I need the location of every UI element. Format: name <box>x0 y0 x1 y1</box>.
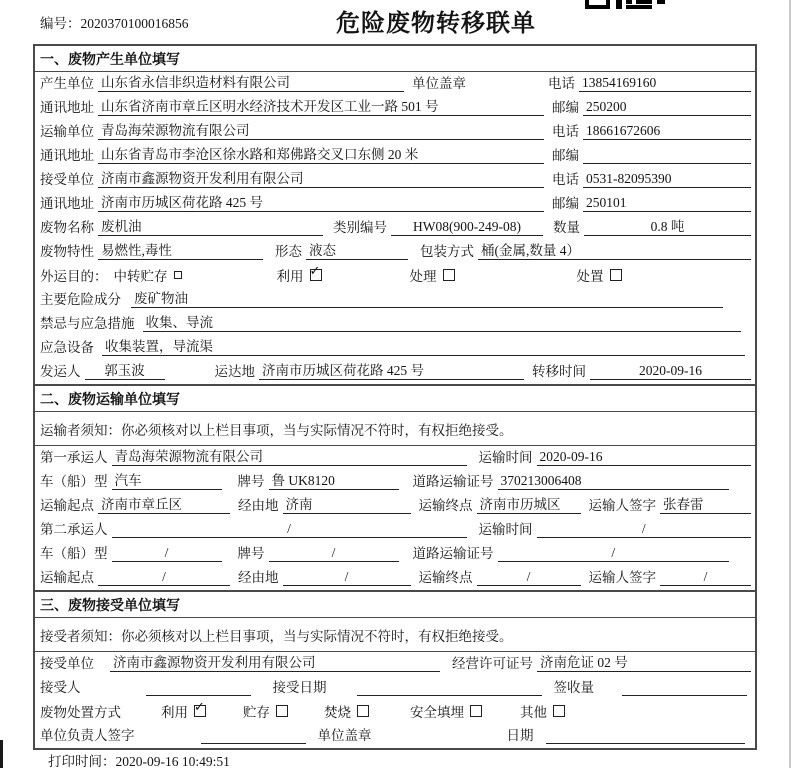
endpoint-value: 济南市历城区 <box>477 493 581 514</box>
print-time <box>48 750 230 770</box>
purpose-option-treat <box>410 265 455 285</box>
seal-date-label: 日期 <box>506 728 534 743</box>
producer-label: 产生单位 <box>40 76 94 91</box>
section-receiver <box>35 590 755 748</box>
checkbox-icon <box>553 705 565 717</box>
endpoint-value: / <box>477 569 581 586</box>
receive-unit-value: 济南市鑫源物资开发利用有限公司 <box>110 651 440 672</box>
endpoint-label: 运输终点 <box>418 570 473 585</box>
vehicle-type-label: 车（船）型 <box>40 546 108 561</box>
origin-value: / <box>98 569 230 586</box>
phone-label: 电话 <box>552 172 579 187</box>
plate-value: / <box>269 545 399 562</box>
purpose-label: 外运目的： <box>40 269 108 284</box>
checkbox-icon <box>610 269 622 281</box>
responsible-sign-value <box>201 728 306 744</box>
vehicle-type-label: 车（船）型 <box>40 474 108 489</box>
checkbox-icon <box>443 269 455 281</box>
doc-number <box>40 12 189 32</box>
origin-value: 济南市章丘区 <box>98 493 230 514</box>
disposal-option-utilize <box>161 701 206 721</box>
zip-value: 250101 <box>583 195 751 212</box>
form-row <box>35 494 755 518</box>
disposal-method-label: 废物处置方式 <box>40 705 121 720</box>
equipment-value: 收集装置，导流渠 <box>102 335 745 356</box>
section-producer-title: 一、废物产生单位填写 <box>35 46 755 72</box>
scan-artifact-mark <box>0 740 3 768</box>
receive-person-value <box>146 680 251 696</box>
destination-value: 济南市历城区荷花路 425 号 <box>259 359 524 380</box>
shipper-label: 发运人 <box>40 364 81 379</box>
form-row <box>35 518 755 542</box>
plate-value: 鲁 UK8120 <box>269 469 399 490</box>
section-transporter-title: 二、废物运输单位填写 <box>35 386 755 412</box>
zip-label: 邮编 <box>552 148 579 163</box>
section-producer <box>35 46 755 384</box>
form-row <box>35 216 755 240</box>
packing-label: 包装方式 <box>420 244 474 259</box>
transporter-label: 运输单位 <box>40 124 94 139</box>
disposal-option-store <box>243 701 288 721</box>
received-amount-value <box>622 680 747 696</box>
form-row <box>35 72 755 96</box>
seal-date-value <box>546 728 746 744</box>
transporter-notice: 运输者须知：你必须核对以上栏目事项，当与实际情况不符时，有权拒绝接受。 <box>35 412 755 446</box>
zip-label: 邮编 <box>552 100 579 115</box>
phone-value: 18661672606 <box>583 123 751 140</box>
traits-value: 易燃性,毒性 <box>98 239 263 260</box>
plate-label: 牌号 <box>237 546 265 561</box>
doc-number-value: 2020370100016856 <box>80 16 189 31</box>
carrier2-label: 第二承运人 <box>40 522 108 537</box>
packing-value: 桶(金属,数量 4） <box>478 239 751 260</box>
transport-time-label: 运输时间 <box>478 522 533 537</box>
receive-date-value <box>357 680 542 696</box>
road-permit-value: / <box>498 545 730 562</box>
hazard-value: 废矿物油 <box>131 287 723 308</box>
form-row <box>35 96 755 120</box>
checkbox-checked-icon: ✓ <box>309 264 321 279</box>
form-row <box>35 168 755 192</box>
checkbox-icon <box>357 705 369 717</box>
via-label: 经由地 <box>238 498 279 513</box>
option-label: 中转贮存 <box>113 269 168 284</box>
waste-name-value: 废机油 <box>98 215 323 236</box>
checkbox-icon <box>276 705 288 717</box>
carrier-sign-value: 张春雷 <box>660 493 751 514</box>
form-state-value: 液态 <box>306 239 408 260</box>
form-row <box>35 700 755 724</box>
form-row <box>35 312 755 336</box>
option-label: 利用 <box>161 705 188 720</box>
road-permit-value: 370213006408 <box>498 473 730 490</box>
unit-seal-label: 单位盖章 <box>317 728 372 743</box>
license-value: 济南危证 02 号 <box>537 651 751 672</box>
print-time-label: 打印时间： <box>48 754 116 769</box>
disposal-option-other <box>520 701 565 721</box>
phone-value: 0531-82095390 <box>583 171 751 188</box>
origin-label: 运输起点 <box>40 570 94 585</box>
license-label: 经营许可证号 <box>452 656 533 671</box>
endpoint-label: 运输终点 <box>418 498 473 513</box>
form-row <box>35 652 755 676</box>
option-label: 处理 <box>409 269 437 284</box>
print-time-value: 2020-09-16 10:49:51 <box>115 754 230 769</box>
equipment-label: 应急设备 <box>40 340 94 355</box>
section-receiver-title: 三、废物接受单位填写 <box>35 592 755 618</box>
taboo-value: 收集、导流 <box>143 311 742 332</box>
vehicle-type-value: 汽车 <box>112 469 222 490</box>
carrier-sign-label: 运输人签字 <box>588 498 656 513</box>
purpose-option-utilize <box>277 265 322 285</box>
via-label: 经由地 <box>238 570 279 585</box>
zip-value <box>583 148 751 164</box>
purpose-option-dispose <box>577 265 622 285</box>
checkbox-icon <box>470 705 482 717</box>
quantity-value: 0.8 吨 <box>584 215 751 236</box>
zip-value: 250200 <box>583 99 751 116</box>
doc-number-label: 编号： <box>40 16 81 31</box>
via-value: 济南 <box>283 493 411 514</box>
form-row <box>35 192 755 216</box>
carrier1-label: 第一承运人 <box>40 450 108 465</box>
address-label: 通讯地址 <box>40 100 94 115</box>
seal-label: 单位盖章 <box>412 76 466 91</box>
category-label: 类别编号 <box>333 220 387 235</box>
form-row <box>35 240 755 264</box>
transfer-time-value: 2020-09-16 <box>590 363 751 380</box>
transport-time-label: 运输时间 <box>478 450 533 465</box>
form-row <box>35 566 755 590</box>
phone-label: 电话 <box>548 76 575 91</box>
form-row <box>35 676 755 700</box>
option-label: 焚烧 <box>324 705 351 720</box>
address-label: 通讯地址 <box>40 148 94 163</box>
shipper-value: 郭玉波 <box>85 359 165 380</box>
checkbox-icon <box>174 271 182 279</box>
receive-unit-label: 接受单位 <box>40 656 94 671</box>
received-amount-label: 签收量 <box>553 680 594 695</box>
section-transporter <box>35 384 755 590</box>
carrier-sign-label: 运输人签字 <box>588 570 656 585</box>
transport-time-value: / <box>537 521 752 538</box>
form-row <box>35 542 755 566</box>
transfer-time-label: 转移时间 <box>532 364 586 379</box>
manifest-form <box>33 44 757 750</box>
form-row <box>35 336 755 360</box>
form-row <box>35 446 755 470</box>
receiver-value: 济南市鑫源物资开发利用有限公司 <box>98 167 544 188</box>
receiver-notice: 接受者须知：你必须核对以上栏目事项，当与实际情况不符时，有权拒绝接受。 <box>35 618 755 652</box>
receive-date-label: 接受日期 <box>272 680 327 695</box>
category-value: HW08(900-249-08) <box>391 219 543 236</box>
destination-label: 运达地 <box>214 364 255 379</box>
address-value: 山东省济南市章丘区明水经济技术开发区工业一路 501 号 <box>98 95 544 116</box>
page-title: 危险废物转移联单 <box>336 10 536 37</box>
option-label: 其他 <box>520 705 547 720</box>
via-value: / <box>283 569 411 586</box>
zip-label: 邮编 <box>552 196 579 211</box>
address-value: 山东省青岛市李沧区徐水路和郑佛路交叉口东侧 20 米 <box>98 143 544 164</box>
form-row <box>35 144 755 168</box>
road-permit-label: 道路运输证号 <box>412 474 494 489</box>
disposal-option-incinerate <box>324 701 369 721</box>
purpose-option-transfer-storage <box>114 265 182 285</box>
responsible-sign-label: 单位负责人签字 <box>40 728 135 743</box>
form-row <box>35 724 755 748</box>
transport-time-value: 2020-09-16 <box>537 449 752 466</box>
option-label: 处置 <box>576 269 604 284</box>
address-label: 通讯地址 <box>40 196 94 211</box>
waste-name-label: 废物名称 <box>40 220 94 235</box>
origin-label: 运输起点 <box>40 498 94 513</box>
disposal-option-landfill <box>410 701 482 721</box>
address-value: 济南市历城区荷花路 425 号 <box>98 191 544 212</box>
receive-person-label: 接受人 <box>40 680 81 695</box>
form-row <box>35 288 755 312</box>
plate-label: 牌号 <box>237 474 265 489</box>
carrier2-value: / <box>112 521 467 538</box>
hazard-label: 主要危险成分 <box>40 292 121 307</box>
vehicle-type-value: / <box>112 545 222 562</box>
traits-label: 废物特性 <box>40 244 94 259</box>
option-label: 安全填埋 <box>410 705 464 720</box>
phone-label: 电话 <box>552 124 579 139</box>
form-row <box>35 470 755 494</box>
carrier-sign-value: / <box>660 569 751 586</box>
carrier1-value: 青岛海荣源物流有限公司 <box>112 445 467 466</box>
taboo-label: 禁忌与应急措施 <box>40 316 135 331</box>
phone-value: 13854169160 <box>579 75 751 92</box>
quantity-label: 数量 <box>553 220 580 235</box>
road-permit-label: 道路运输证号 <box>412 546 494 561</box>
option-label: 贮存 <box>243 705 270 720</box>
form-row <box>35 120 755 144</box>
qr-code-fragment-icon <box>585 0 670 9</box>
form-state-label: 形态 <box>275 244 302 259</box>
receiver-label: 接受单位 <box>40 172 94 187</box>
form-row <box>35 264 755 288</box>
transporter-value: 青岛海荣源物流有限公司 <box>98 119 544 140</box>
option-label: 利用 <box>276 269 304 284</box>
producer-value: 山东省永信非织造材料有限公司 <box>98 71 404 92</box>
checkbox-checked-icon: ✓ <box>194 700 205 715</box>
scan-edge-line <box>789 0 791 768</box>
form-row <box>35 360 755 384</box>
